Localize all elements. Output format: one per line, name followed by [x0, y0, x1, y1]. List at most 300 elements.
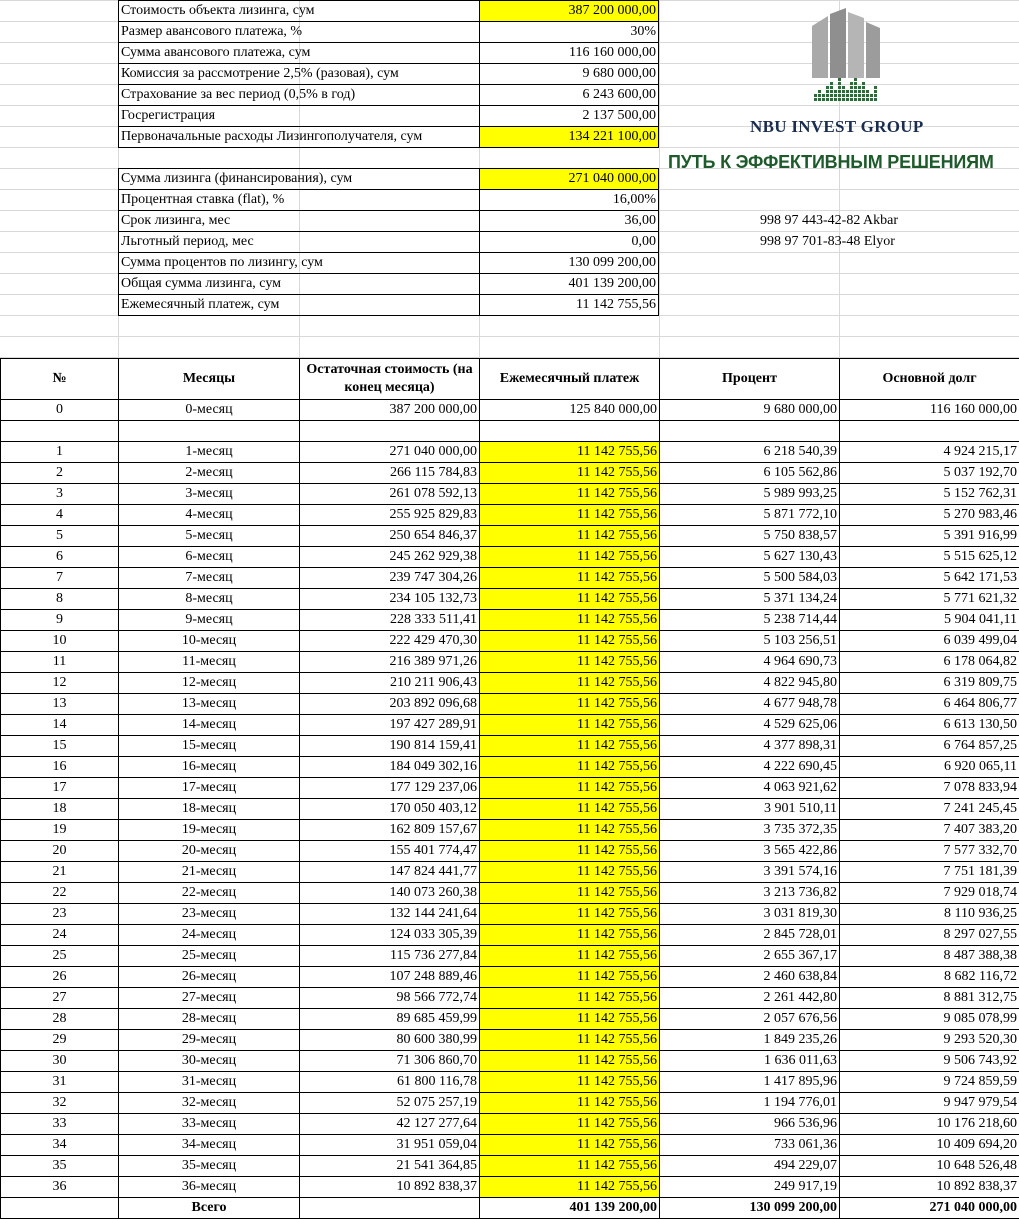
params-gap-row	[119, 148, 659, 169]
schedule-cell: 11 142 755,56	[480, 589, 660, 610]
table-row	[1, 463, 1019, 484]
schedule-cell: 24	[1, 925, 119, 946]
schedule-cell: 5 371 134,24	[660, 589, 840, 610]
schedule-cell	[660, 421, 840, 442]
schedule-cell: 11 142 755,56	[480, 505, 660, 526]
schedule-cell: 61 800 116,78	[300, 1072, 480, 1093]
params-row	[119, 43, 659, 64]
params-row	[119, 190, 659, 211]
schedule-cell: 19-месяц	[119, 820, 300, 841]
schedule-cell: 271 040 000,00	[840, 1198, 1019, 1219]
schedule-cell: 0-месяц	[119, 400, 300, 421]
schedule-cell: 11 142 755,56	[480, 1009, 660, 1030]
param-label: Льготный период, мес	[119, 232, 480, 253]
schedule-cell: 42 127 277,64	[300, 1114, 480, 1135]
schedule-cell: 8 110 936,25	[840, 904, 1019, 925]
schedule-cell: 18-месяц	[119, 799, 300, 820]
schedule-cell: 239 747 304,26	[300, 568, 480, 589]
param-value: 9 680 000,00	[480, 64, 659, 85]
param-label: Первоначальные расходы Лизингополучателя, сум	[119, 127, 480, 148]
schedule-cell: 7 751 181,39	[840, 862, 1019, 883]
schedule-cell: 5 152 762,31	[840, 484, 1019, 505]
table-row	[1, 841, 1019, 862]
schedule-cell: 177 129 237,06	[300, 778, 480, 799]
table-row	[1, 1093, 1019, 1114]
table-row	[1, 799, 1019, 820]
params-row	[119, 211, 659, 232]
schedule-cell: 36	[1, 1177, 119, 1198]
column-header: Ежемесячный платеж	[480, 359, 660, 400]
schedule-cell: 14	[1, 715, 119, 736]
param-label	[119, 148, 480, 169]
schedule-cell: 33-месяц	[119, 1114, 300, 1135]
schedule-cell: 2 460 638,84	[660, 967, 840, 988]
schedule-cell: 21 541 364,85	[300, 1156, 480, 1177]
schedule-cell: 25	[1, 946, 119, 967]
schedule-cell: 20-месяц	[119, 841, 300, 862]
schedule-cell: 387 200 000,00	[300, 400, 480, 421]
schedule-cell: 4 529 625,06	[660, 715, 840, 736]
schedule-cell: 216 389 971,26	[300, 652, 480, 673]
column-header: Месяцы	[119, 359, 300, 400]
table-row	[1, 820, 1019, 841]
schedule-cell: 10-месяц	[119, 631, 300, 652]
table-row	[1, 925, 1019, 946]
schedule-cell: 28-месяц	[119, 1009, 300, 1030]
schedule-cell: 21-месяц	[119, 862, 300, 883]
schedule-cell: 11	[1, 652, 119, 673]
schedule-cell: 5 103 256,51	[660, 631, 840, 652]
schedule-cell: 31 951 059,04	[300, 1135, 480, 1156]
table-row	[1, 505, 1019, 526]
schedule-cell: 1 636 011,63	[660, 1051, 840, 1072]
schedule-cell: 2 261 442,80	[660, 988, 840, 1009]
schedule-cell: 12-месяц	[119, 673, 300, 694]
schedule-cell: 184 049 302,16	[300, 757, 480, 778]
schedule-cell: 35	[1, 1156, 119, 1177]
param-label: Срок лизинга, мес	[119, 211, 480, 232]
schedule-cell: 11 142 755,56	[480, 1135, 660, 1156]
schedule-cell: 5 771 621,32	[840, 589, 1019, 610]
schedule-cell: 13	[1, 694, 119, 715]
schedule-cell: 11 142 755,56	[480, 736, 660, 757]
schedule-cell: 29-месяц	[119, 1030, 300, 1051]
schedule-cell: 11 142 755,56	[480, 1093, 660, 1114]
schedule-cell: 27	[1, 988, 119, 1009]
schedule-cell: 4 924 215,17	[840, 442, 1019, 463]
schedule-cell: 9	[1, 610, 119, 631]
table-row	[1, 715, 1019, 736]
schedule-cell: 11 142 755,56	[480, 568, 660, 589]
schedule-cell: 28	[1, 1009, 119, 1030]
schedule-cell: 34-месяц	[119, 1135, 300, 1156]
schedule-cell: 2-месяц	[119, 463, 300, 484]
column-header: Остаточная стоимость (на конец месяца)	[300, 359, 480, 400]
schedule-cell: 11 142 755,56	[480, 694, 660, 715]
schedule-cell: 11 142 755,56	[480, 463, 660, 484]
schedule-cell: 24-месяц	[119, 925, 300, 946]
column-header: Процент	[660, 359, 840, 400]
schedule-cell: 23	[1, 904, 119, 925]
schedule-cell: 11-месяц	[119, 652, 300, 673]
schedule-cell: 9 724 859,59	[840, 1072, 1019, 1093]
schedule-cell: 11 142 755,56	[480, 988, 660, 1009]
schedule-cell: 11 142 755,56	[480, 673, 660, 694]
schedule-cell: 9 947 979,54	[840, 1093, 1019, 1114]
schedule-cell: 15	[1, 736, 119, 757]
phone-akbar: 998 97 443-42-82 Akbar	[760, 213, 899, 228]
schedule-cell: 18	[1, 799, 119, 820]
schedule-cell: 33	[1, 1114, 119, 1135]
schedule-cell: 401 139 200,00	[480, 1198, 660, 1219]
table-row	[1, 694, 1019, 715]
param-label: Сумма авансового платежа, сум	[119, 43, 480, 64]
schedule-cell: 29	[1, 1030, 119, 1051]
schedule-cell: 6 105 562,86	[660, 463, 840, 484]
table-row	[1, 1051, 1019, 1072]
schedule-cell	[1, 1198, 119, 1219]
schedule-cell: 7 078 833,94	[840, 778, 1019, 799]
schedule-cell: 250 654 846,37	[300, 526, 480, 547]
schedule-cell: 2 057 676,56	[660, 1009, 840, 1030]
schedule-cell: 3 391 574,16	[660, 862, 840, 883]
params-row	[119, 169, 659, 190]
schedule-cell: 125 840 000,00	[480, 400, 660, 421]
schedule-cell: 228 333 511,41	[300, 610, 480, 631]
table-row	[1, 946, 1019, 967]
table-row	[1, 484, 1019, 505]
schedule-cell: 11 142 755,56	[480, 1030, 660, 1051]
schedule-cell: 3 901 510,11	[660, 799, 840, 820]
schedule-cell: 9-месяц	[119, 610, 300, 631]
schedule-cell: 5 270 983,46	[840, 505, 1019, 526]
param-label: Комиссия за рассмотрение 2,5% (разовая), сум	[119, 64, 480, 85]
param-label: Сумма процентов по лизингу, сум	[119, 253, 480, 274]
param-value: 2 137 500,00	[480, 106, 659, 127]
table-row	[1, 1156, 1019, 1177]
table-row	[1, 568, 1019, 589]
schedule-cell: 5 500 584,03	[660, 568, 840, 589]
schedule-cell: 210 211 906,43	[300, 673, 480, 694]
param-label: Ежемесячный платеж, сум	[119, 295, 480, 316]
schedule-cell: 6 178 064,82	[840, 652, 1019, 673]
schedule-cell	[300, 1198, 480, 1219]
schedule-cell: 11 142 755,56	[480, 1051, 660, 1072]
schedule-cell: 11 142 755,56	[480, 799, 660, 820]
schedule-header-row	[1, 359, 1019, 400]
table-row	[1, 736, 1019, 757]
schedule-cell: 30	[1, 1051, 119, 1072]
schedule-cell: 11 142 755,56	[480, 967, 660, 988]
schedule-cell: 31-месяц	[119, 1072, 300, 1093]
schedule-cell: 8-месяц	[119, 589, 300, 610]
schedule-cell: 30-месяц	[119, 1051, 300, 1072]
params-row	[119, 106, 659, 127]
schedule-cell: 255 925 829,83	[300, 505, 480, 526]
schedule-cell: 11 142 755,56	[480, 862, 660, 883]
schedule-cell	[1, 421, 119, 442]
schedule-cell: 266 115 784,83	[300, 463, 480, 484]
schedule-cell: 203 892 096,68	[300, 694, 480, 715]
schedule-cell: 494 229,07	[660, 1156, 840, 1177]
schedule-cell: 32	[1, 1093, 119, 1114]
params-row	[119, 1, 659, 22]
column-header: №	[1, 359, 119, 400]
schedule-cell: 4	[1, 505, 119, 526]
schedule-cell: 80 600 380,99	[300, 1030, 480, 1051]
params-row	[119, 127, 659, 148]
schedule-cell: 7 241 245,45	[840, 799, 1019, 820]
param-label: Размер авансового платежа, %	[119, 22, 480, 43]
schedule-cell: 11 142 755,56	[480, 757, 660, 778]
schedule-cell: 6 920 065,11	[840, 757, 1019, 778]
params-row	[119, 274, 659, 295]
table-row	[1, 988, 1019, 1009]
schedule-cell: 130 099 200,00	[660, 1198, 840, 1219]
schedule-cell: 6 039 499,04	[840, 631, 1019, 652]
schedule-cell: 3 213 736,82	[660, 883, 840, 904]
schedule-cell: 162 809 157,67	[300, 820, 480, 841]
schedule-cell: 6 319 809,75	[840, 673, 1019, 694]
schedule-cell: 9 085 078,99	[840, 1009, 1019, 1030]
schedule-cell: 5 989 993,25	[660, 484, 840, 505]
schedule-cell: 11 142 755,56	[480, 820, 660, 841]
leasing-parameters-table	[118, 0, 659, 316]
schedule-cell: 11 142 755,56	[480, 442, 660, 463]
param-label: Сумма лизинга (финансирования), сум	[119, 169, 480, 190]
schedule-cell: 3	[1, 484, 119, 505]
schedule-cell: 21	[1, 862, 119, 883]
table-row	[1, 904, 1019, 925]
table-row	[1, 673, 1019, 694]
table-row	[1, 1009, 1019, 1030]
param-label: Стоимость объекта лизинга, сум	[119, 1, 480, 22]
schedule-cell: 11 142 755,56	[480, 1156, 660, 1177]
param-value: 30%	[480, 22, 659, 43]
schedule-cell: 12	[1, 673, 119, 694]
table-row	[1, 778, 1019, 799]
table-row	[1, 652, 1019, 673]
schedule-cell: 733 061,36	[660, 1135, 840, 1156]
schedule-cell: 245 262 929,38	[300, 547, 480, 568]
schedule-cell: 32-месяц	[119, 1093, 300, 1114]
params-row	[119, 64, 659, 85]
schedule-cell: 8 682 116,72	[840, 967, 1019, 988]
schedule-cell: 4 063 921,62	[660, 778, 840, 799]
schedule-cell: 6 613 130,50	[840, 715, 1019, 736]
schedule-cell: 11 142 755,56	[480, 883, 660, 904]
table-row	[1, 1030, 1019, 1051]
schedule-cell: 271 040 000,00	[300, 442, 480, 463]
schedule-cell: 261 078 592,13	[300, 484, 480, 505]
schedule-cell: 197 427 289,91	[300, 715, 480, 736]
schedule-cell: 4 677 948,78	[660, 694, 840, 715]
param-label: Госрегистрация	[119, 106, 480, 127]
schedule-cell: 9 680 000,00	[660, 400, 840, 421]
param-label: Общая сумма лизинга, сум	[119, 274, 480, 295]
column-header: Основной долг	[840, 359, 1019, 400]
schedule-initial-row	[1, 400, 1019, 421]
schedule-cell: 1	[1, 442, 119, 463]
schedule-cell: 7-месяц	[119, 568, 300, 589]
schedule-cell: 15-месяц	[119, 736, 300, 757]
params-row	[119, 295, 659, 316]
schedule-cell: 4 377 898,31	[660, 736, 840, 757]
schedule-cell: 5 871 772,10	[660, 505, 840, 526]
schedule-cell: 115 736 277,84	[300, 946, 480, 967]
schedule-cell: 5 238 714,44	[660, 610, 840, 631]
schedule-cell: 2 655 367,17	[660, 946, 840, 967]
schedule-cell: 11 142 755,56	[480, 778, 660, 799]
schedule-cell: 11 142 755,56	[480, 1177, 660, 1198]
param-value: 11 142 755,56	[480, 295, 659, 316]
param-value: 16,00%	[480, 190, 659, 211]
schedule-cell: 8 881 312,75	[840, 988, 1019, 1009]
grid-row-line	[0, 336, 1019, 337]
schedule-cell: 52 075 257,19	[300, 1093, 480, 1114]
param-value: 401 139 200,00	[480, 274, 659, 295]
schedule-cell: 10 176 218,60	[840, 1114, 1019, 1135]
table-row	[1, 883, 1019, 904]
schedule-cell: 6	[1, 547, 119, 568]
table-row	[1, 631, 1019, 652]
schedule-cell: 11 142 755,56	[480, 904, 660, 925]
param-label: Страхование за вес период (0,5% в год)	[119, 85, 480, 106]
schedule-cell: 7 577 332,70	[840, 841, 1019, 862]
schedule-cell: 8 487 388,38	[840, 946, 1019, 967]
schedule-cell: 20	[1, 841, 119, 862]
table-row	[1, 589, 1019, 610]
schedule-blank-row	[1, 421, 1019, 442]
schedule-cell: 27-месяц	[119, 988, 300, 1009]
param-value: 271 040 000,00	[480, 169, 659, 190]
schedule-cell: 5 642 171,53	[840, 568, 1019, 589]
schedule-cell: 4-месяц	[119, 505, 300, 526]
schedule-cell: 10 892 838,37	[300, 1177, 480, 1198]
schedule-cell	[840, 421, 1019, 442]
param-value: 387 200 000,00	[480, 1, 659, 22]
schedule-cell	[300, 421, 480, 442]
schedule-cell: 3-месяц	[119, 484, 300, 505]
schedule-cell: 36-месяц	[119, 1177, 300, 1198]
table-row	[1, 1114, 1019, 1135]
schedule-cell: 4 822 945,80	[660, 673, 840, 694]
schedule-cell: 11 142 755,56	[480, 925, 660, 946]
payment-schedule-table	[0, 358, 1019, 1219]
schedule-cell: 132 144 241,64	[300, 904, 480, 925]
schedule-cell: 11 142 755,56	[480, 1072, 660, 1093]
schedule-cell: 107 248 889,46	[300, 967, 480, 988]
brand-slogan: ПУТЬ К ЭФФЕКТИВНЫМ РЕШЕНИЯМ	[668, 152, 994, 172]
schedule-cell: 3 565 422,86	[660, 841, 840, 862]
schedule-cell: 11 142 755,56	[480, 484, 660, 505]
schedule-cell: 26	[1, 967, 119, 988]
schedule-cell: 5	[1, 526, 119, 547]
schedule-cell: 98 566 772,74	[300, 988, 480, 1009]
schedule-cell: 116 160 000,00	[840, 400, 1019, 421]
schedule-cell: 124 033 305,39	[300, 925, 480, 946]
table-row	[1, 1135, 1019, 1156]
table-row	[1, 1072, 1019, 1093]
schedule-cell: 11 142 755,56	[480, 715, 660, 736]
schedule-cell: 13-месяц	[119, 694, 300, 715]
schedule-cell: 10 409 694,20	[840, 1135, 1019, 1156]
schedule-cell: 6-месяц	[119, 547, 300, 568]
schedule-cell: 34	[1, 1135, 119, 1156]
param-value	[480, 148, 659, 169]
schedule-cell: Всего	[119, 1198, 300, 1219]
schedule-cell: 16-месяц	[119, 757, 300, 778]
param-value: 36,00	[480, 211, 659, 232]
city-skyline-icon	[806, 8, 884, 104]
schedule-cell: 19	[1, 820, 119, 841]
param-value: 134 221 100,00	[480, 127, 659, 148]
param-value: 130 099 200,00	[480, 253, 659, 274]
schedule-cell: 11 142 755,56	[480, 946, 660, 967]
schedule-cell: 35-месяц	[119, 1156, 300, 1177]
table-row	[1, 1177, 1019, 1198]
schedule-cell: 22-месяц	[119, 883, 300, 904]
schedule-cell: 140 073 260,38	[300, 883, 480, 904]
schedule-cell: 6 764 857,25	[840, 736, 1019, 757]
brand-name: NBU INVEST GROUP	[750, 117, 924, 136]
schedule-cell: 10 648 526,48	[840, 1156, 1019, 1177]
schedule-total-row	[1, 1198, 1019, 1219]
schedule-cell: 9 506 743,92	[840, 1051, 1019, 1072]
table-row	[1, 757, 1019, 778]
schedule-cell: 17-месяц	[119, 778, 300, 799]
schedule-cell: 26-месяц	[119, 967, 300, 988]
schedule-cell: 10 892 838,37	[840, 1177, 1019, 1198]
schedule-cell: 2	[1, 463, 119, 484]
schedule-cell: 89 685 459,99	[300, 1009, 480, 1030]
schedule-cell: 9 293 520,30	[840, 1030, 1019, 1051]
schedule-cell: 31	[1, 1072, 119, 1093]
schedule-cell: 6 464 806,77	[840, 694, 1019, 715]
schedule-cell: 11 142 755,56	[480, 610, 660, 631]
param-value: 116 160 000,00	[480, 43, 659, 64]
schedule-cell: 11 142 755,56	[480, 1114, 660, 1135]
params-row	[119, 22, 659, 43]
schedule-cell: 11 142 755,56	[480, 526, 660, 547]
schedule-cell: 1 417 895,96	[660, 1072, 840, 1093]
table-row	[1, 610, 1019, 631]
params-row	[119, 253, 659, 274]
schedule-cell: 7 407 383,20	[840, 820, 1019, 841]
phone-elyor: 998 97 701-83-48 Elyor	[760, 234, 895, 249]
schedule-cell: 3 031 819,30	[660, 904, 840, 925]
schedule-cell: 234 105 132,73	[300, 589, 480, 610]
schedule-cell: 0	[1, 400, 119, 421]
schedule-cell: 190 814 159,41	[300, 736, 480, 757]
schedule-cell: 5 750 838,57	[660, 526, 840, 547]
schedule-cell: 249 917,19	[660, 1177, 840, 1198]
schedule-cell: 23-месяц	[119, 904, 300, 925]
schedule-cell: 71 306 860,70	[300, 1051, 480, 1072]
schedule-cell: 10	[1, 631, 119, 652]
schedule-cell: 11 142 755,56	[480, 652, 660, 673]
schedule-cell: 2 845 728,01	[660, 925, 840, 946]
schedule-cell: 25-месяц	[119, 946, 300, 967]
schedule-cell: 5 627 130,43	[660, 547, 840, 568]
param-label: Процентная ставка (flat), %	[119, 190, 480, 211]
schedule-cell: 5 037 192,70	[840, 463, 1019, 484]
schedule-cell: 3 735 372,35	[660, 820, 840, 841]
schedule-cell: 5 515 625,12	[840, 547, 1019, 568]
schedule-cell: 170 050 403,12	[300, 799, 480, 820]
schedule-cell: 7	[1, 568, 119, 589]
schedule-cell: 8 297 027,55	[840, 925, 1019, 946]
